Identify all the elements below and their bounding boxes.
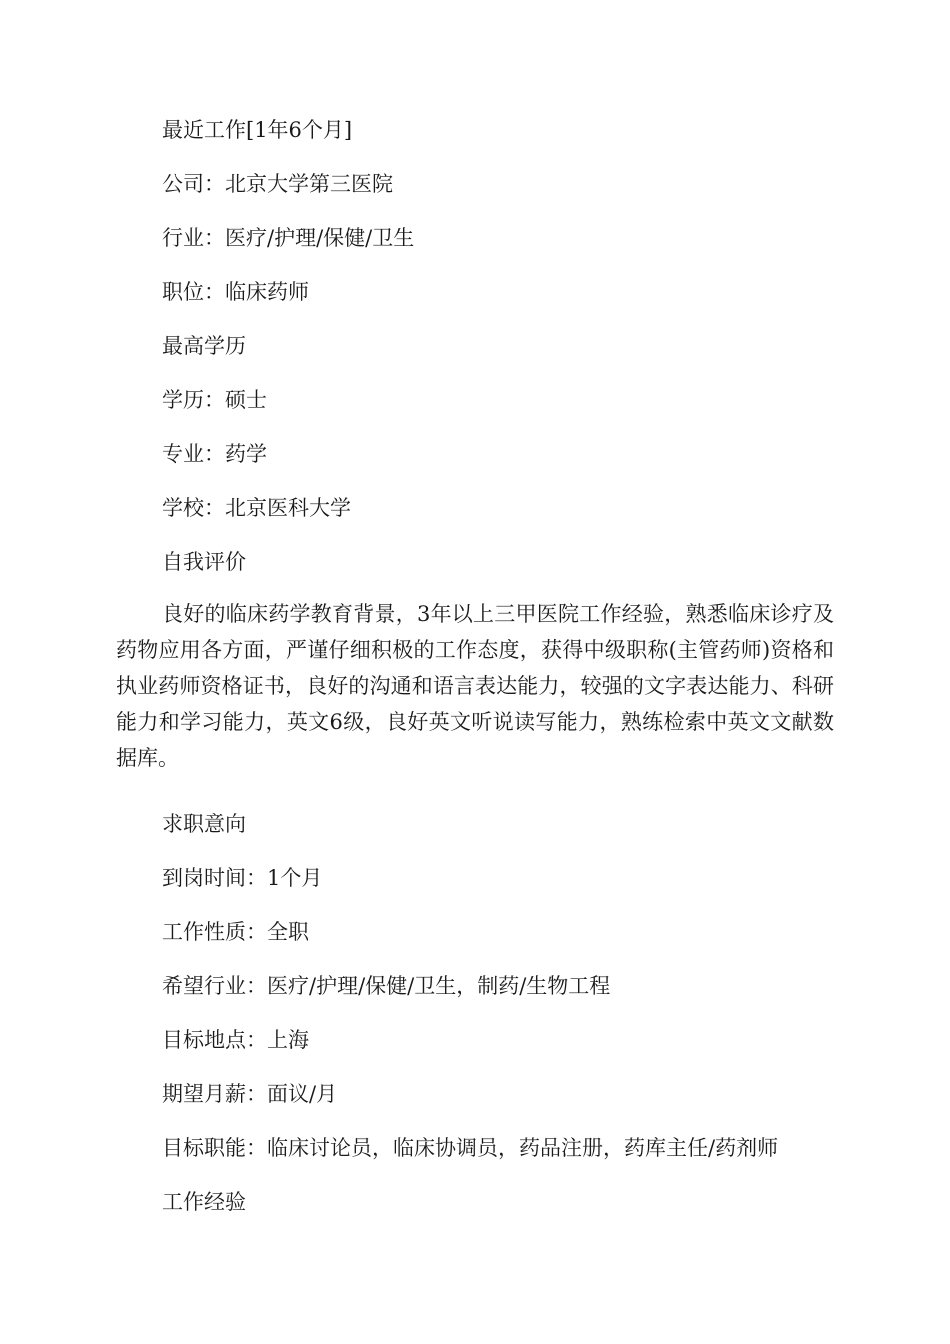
position-line: 职位：临床药师 bbox=[162, 280, 309, 304]
self-evaluation-heading: 自我评价 bbox=[162, 550, 246, 574]
recent-work-heading: 最近工作[1年6个月] bbox=[162, 118, 353, 142]
job-type-line: 工作性质：全职 bbox=[162, 920, 309, 944]
degree-line: 学历：硕士 bbox=[162, 388, 267, 412]
target-location-line: 目标地点：上海 bbox=[162, 1028, 309, 1052]
industry-line: 行业：医疗/护理/保健/卫生 bbox=[162, 226, 415, 250]
school-line: 学校：北京医科大学 bbox=[162, 496, 351, 520]
desired-industry-line: 希望行业：医疗/护理/保健/卫生，制药/生物工程 bbox=[162, 974, 611, 998]
self-evaluation-paragraph: 良好的临床药学教育背景，3年以上三甲医院工作经验，熟悉临床诊疗及药物应用各方面，严谨仔细积极的工作态度，获得中级职称(主管药师)资格和执业药师资格证书，良好的沟通和语言表达能力，较强的文字表达能力、科研能力和学习能力，英文6级，良好英文听说读写能力，熟练检索中英文文献数据库。 bbox=[116, 602, 834, 770]
target-function-line: 目标职能：临床讨论员，临床协调员，药品注册，药库主任/药剂师 bbox=[162, 1136, 779, 1160]
major-line: 专业：药学 bbox=[162, 442, 267, 466]
expected-salary-line: 期望月薪：面议/月 bbox=[162, 1082, 338, 1106]
job-intention-heading: 求职意向 bbox=[162, 812, 246, 836]
availability-line: 到岗时间：1个月 bbox=[162, 866, 323, 890]
company-line: 公司：北京大学第三医院 bbox=[162, 172, 393, 196]
work-experience-heading: 工作经验 bbox=[162, 1190, 246, 1214]
education-heading: 最高学历 bbox=[162, 334, 246, 358]
